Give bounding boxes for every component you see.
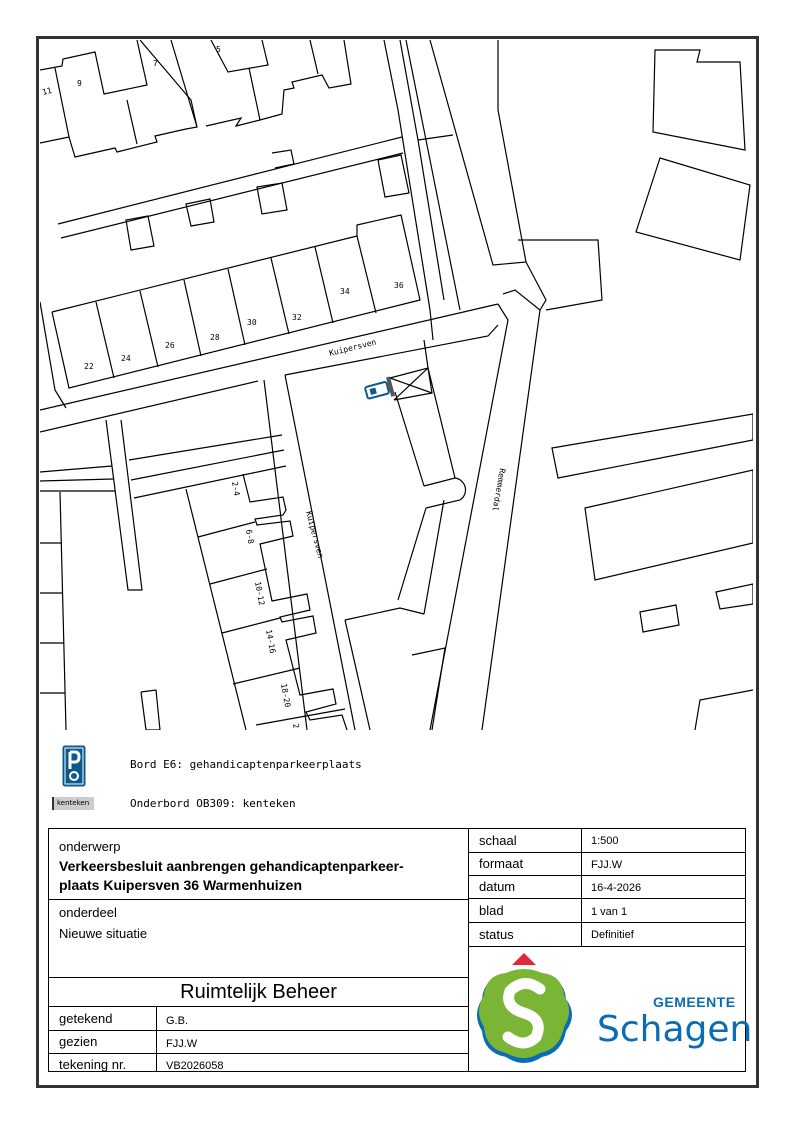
house-number: 36 <box>394 281 404 290</box>
house-number: 34 <box>340 287 350 296</box>
title-block <box>48 828 753 1072</box>
onderwerp-label: onderwerp <box>59 839 121 854</box>
onderwerp-line-1: Verkeersbesluit aanbrengen gehandicaptenparkeer- <box>59 858 404 874</box>
schaal-value: 1:500 <box>591 835 619 847</box>
onderwerp-value <box>59 857 464 895</box>
house-number: 9 <box>77 79 82 88</box>
street-label: Kuipersven <box>328 337 378 358</box>
legend-subsign-label: Onderbord OB309: kenteken <box>130 797 296 810</box>
onderwerp-line-2: plaats Kuipersven 36 Warmenhuizen <box>59 877 302 893</box>
onderdeel-value: Nieuwe situatie <box>59 926 148 941</box>
street-label: Kuipersven <box>304 510 326 560</box>
datum-value: 16-4-2026 <box>591 882 642 894</box>
status-value: Definitief <box>591 929 634 941</box>
house-number: 2-4 <box>230 480 242 497</box>
gezien-label: gezien <box>59 1034 98 1049</box>
house-number: 22 <box>84 362 94 371</box>
logo-gemeente-text: GEMEENTE <box>653 994 736 1010</box>
blad-value: 1 van 1 <box>591 906 628 918</box>
house-number: 26 <box>165 341 175 350</box>
status-label: status <box>479 927 514 942</box>
getekend-value: G.B. <box>166 1015 189 1027</box>
house-number: 30 <box>247 318 257 327</box>
house-number: 11 <box>41 85 53 97</box>
onderdeel-label: onderdeel <box>59 905 117 920</box>
disabled-parking-sign-icon <box>62 745 86 787</box>
house-number: 14-16 <box>264 628 278 655</box>
house-number: 5 <box>216 45 221 54</box>
tekening-label: tekening nr. <box>59 1057 127 1072</box>
house-number: 2 <box>291 722 301 730</box>
house-number: 32 <box>292 313 302 322</box>
map-lines <box>40 40 753 730</box>
datum-label: datum <box>479 879 516 894</box>
gezien-value: FJJ.W <box>166 1038 198 1050</box>
house-number: 10-12 <box>253 580 267 607</box>
house-number: 28 <box>210 333 220 342</box>
blad-label: blad <box>479 903 504 918</box>
street-label: Remmerdal <box>490 467 507 512</box>
logo-schagen-text: Schagen <box>597 1009 753 1050</box>
map-labels <box>41 45 507 729</box>
tekening-value: VB2026058 <box>166 1060 224 1072</box>
disabled-parking-sign-map-icon <box>364 376 395 402</box>
formaat-label: formaat <box>479 856 524 871</box>
subsign-kenteken-icon: kenteken <box>52 797 94 810</box>
department-name: Ruimtelijk Beheer <box>180 981 337 1003</box>
getekend-label: getekend <box>59 1011 113 1026</box>
house-number: 24 <box>121 354 131 363</box>
house-number: 18-20 <box>279 682 293 709</box>
formaat-value: FJJ.W <box>591 859 623 871</box>
schaal-label: schaal <box>479 833 517 848</box>
schagen-logo-emblem-icon <box>474 949 589 1072</box>
house-number: 7 <box>153 59 158 68</box>
legend-sign-label: Bord E6: gehandicaptenparkeerplaats <box>130 758 362 771</box>
house-number: 6-8 <box>244 528 256 545</box>
